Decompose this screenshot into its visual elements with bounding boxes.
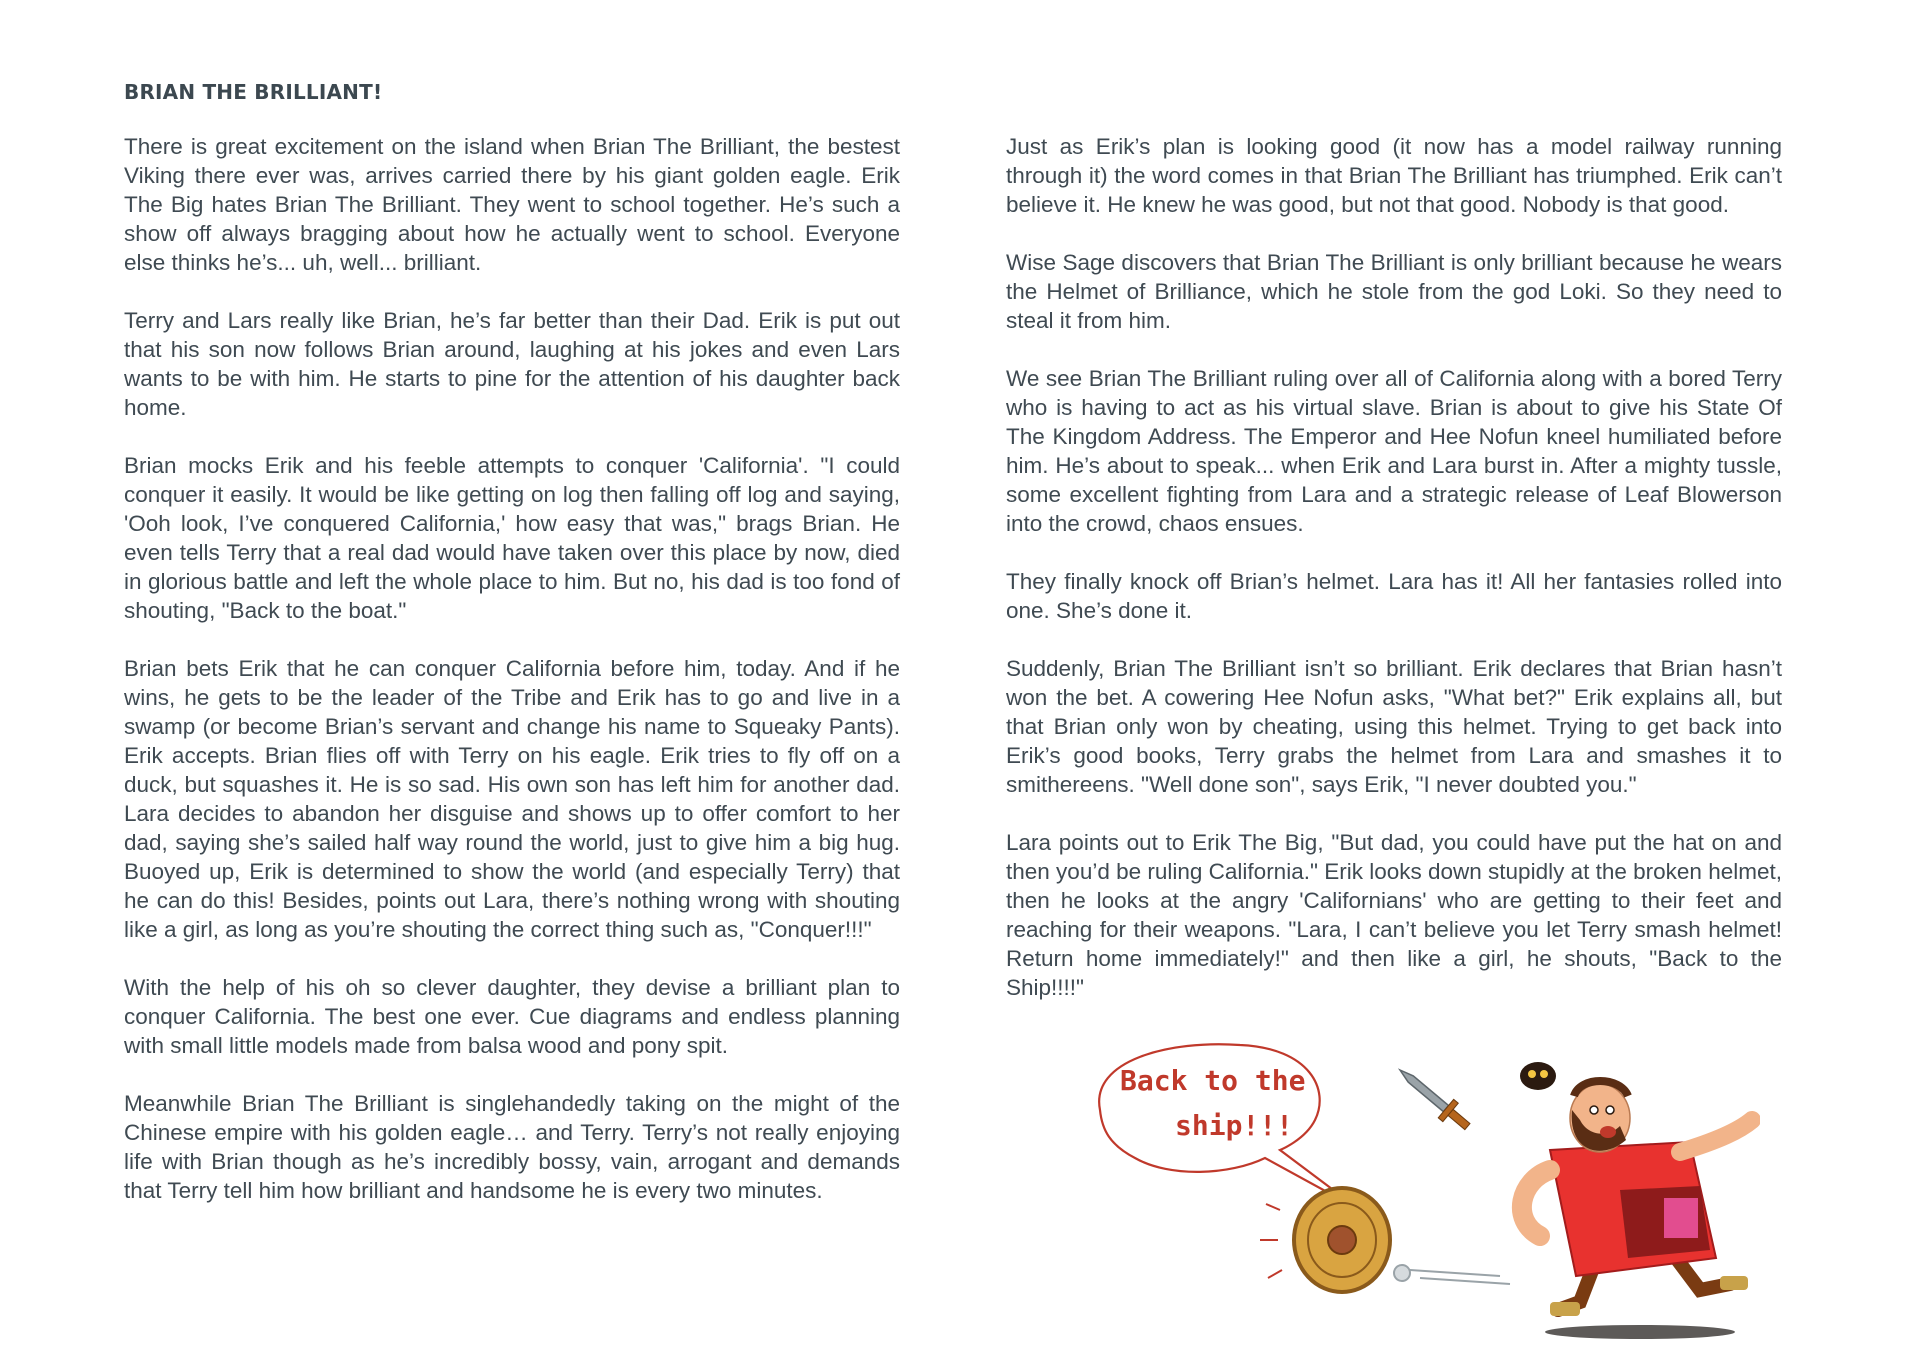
speech-bubble (1099, 1044, 1360, 1210)
paragraph: Terry and Lars really like Brian, he’s far better than their Dad. Erik is put out that his son now follows Brian around, laughing at his jokes and even Lars wants to be with him. He starts to pine for the attention of his daughter back home. (124, 308, 900, 420)
paragraph: With the help of his oh so clever daughter, they devise a brilliant plan to conquer California. The best one ever. Cue diagrams and endless planning with small little models made from balsa wood and pony spit. (124, 975, 900, 1058)
sword-icon (1392, 1061, 1475, 1136)
right-column (1006, 132, 1782, 1031)
paragraph: We see Brian The Brilliant ruling over all of California along with a bored Terry who is having to act as his virtual slave. Brian is about to give his State Of The Kingdom Address. The Emperor and Hee Nofun kneel humiliated before him. He’s about to speak... when Erik and Lara burst in. After a mighty tussle, some excellent fighting from Lara and a strategic release of Leaf Blowerson into the crowd, chaos ensues. (1006, 366, 1782, 536)
paragraph: Wise Sage discovers that Brian The Brilliant is only brilliant because he wears the Helmet of Brilliance, which he stole from the god Loki. So they need to steal it from him. (1006, 250, 1782, 333)
paragraph: Lara points out to Erik The Big, "But dad, you could have put the hat on and then you’d be ruling California." Erik looks down stupidly at the broken helmet, then he looks at the angry 'Californians' who are getting to their feet and reaching for their weapons. "Lara, I can’t believe you let Terry smash helmet! Return home immediately!" and then like a girl, he shouts, "Back to the Ship!!!!" (1006, 830, 1782, 1000)
paragraph: Brian mocks Erik and his feeble attempts to conquer 'California'. "I could conquer it easily. It would be like getting on log then falling off log and saying, 'Ooh look, I’ve conquered California,' how easy that was," brags Brian. He even tells Terry that a real dad would have taken over this place by now, died in glorious battle and left the whole place to him. But no, his dad is too fond of shouting, "Back to the boat." (124, 453, 900, 623)
speech-line-2: ship!!! (1175, 1109, 1294, 1142)
paragraph: There is great excitement on the island when Brian The Brilliant, the bestest Viking there ever was, arrives carried there by his giant golden eagle. Erik The Big hates Brian The Brilliant. They went to school together. He’s such a show off always bragging about how he actually went to school. Everyone else thinks he’s... uh, well... brilliant. (124, 134, 900, 275)
viking-illustration (1080, 1040, 1760, 1340)
shield-icon (1260, 1188, 1390, 1292)
helmet-icon (1514, 1060, 1562, 1090)
paragraph: Brian bets Erik that he can conquer California before him, today. And if he wins, he gets to be the leader of the Tribe and Erik has to go and live in a swamp (or become Brian’s servant and change his name to Squeaky Pants). Erik accepts. Brian flies off with Terry on his eagle. Erik tries to fly off on a duck, but squashes it. He is so sad. His own son has left him for another dad. Lara decides to abandon her disguise and shows up to offer comfort to her dad, saying she’s sailed half way round the world, just to give him a big hug. Buoyed up, Erik is determined to show the world (and especially Terry) that he can do this! Besides, points out Lara, there’s nothing wrong with shouting like a girl, as long as you’re shouting the correct thing such as, "Conquer!!!" (124, 656, 900, 942)
paragraph: They finally knock off Brian’s helmet. Lara has it! All her fantasies rolled into one. She’s done it. (1006, 569, 1782, 623)
motion-lines (1394, 1265, 1510, 1284)
page-title: BRIAN THE BRILLIANT! (124, 80, 383, 104)
paragraph: Just as Erik’s plan is looking good (it now has a model railway running through it) the word comes in that Brian The Brilliant has triumphed. Erik can’t believe it. He knew he was good, but not that good. Nobody is that good. (1006, 134, 1782, 217)
viking-character (1522, 1081, 1752, 1339)
speech-line-1: Back to the (1120, 1064, 1306, 1097)
paragraph: Meanwhile Brian The Brilliant is singlehandedly taking on the might of the Chinese empire with his golden eagle… and Terry. Terry’s not really enjoying life with Brian though as he’s incredibly bossy, vain, arrogant and demands that Terry tell him how brilliant and handsome he is every two minutes. (124, 1091, 900, 1203)
left-column (124, 132, 900, 1234)
paragraph: Suddenly, Brian The Brilliant isn’t so brilliant. Erik declares that Brian hasn’t won the bet. A cowering Hee Nofun asks, "What bet?" Erik explains all, but that Brian only won by cheating, using this helmet. Trying to get back into Erik’s good books, Terry grabs the helmet from Lara and smashes it to smithereens. "Well done son", says Erik, "I never doubted you." (1006, 656, 1782, 797)
